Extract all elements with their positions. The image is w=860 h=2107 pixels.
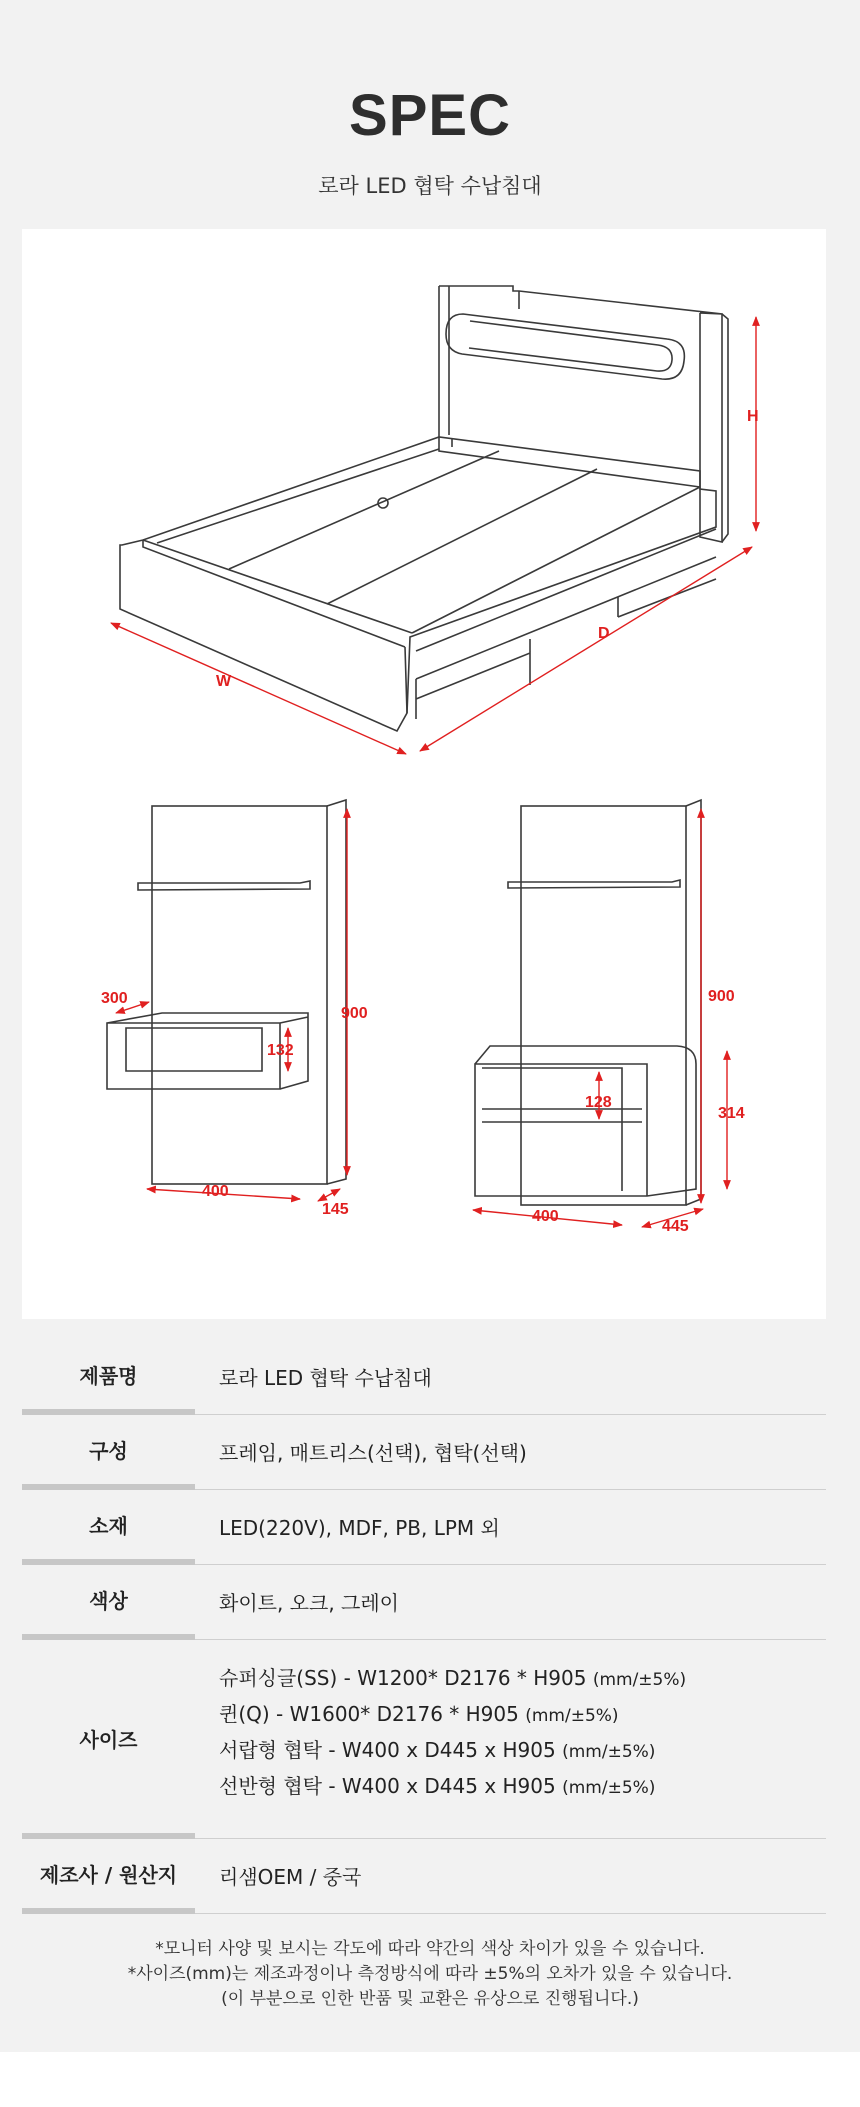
spec-label: 색상 [89, 1589, 128, 1613]
shelf-height-label: 900 [341, 1005, 368, 1022]
spec-row-maker [22, 1839, 826, 1914]
size-line-unit: (mm/±5%) [592, 1670, 687, 1690]
size-line [219, 1768, 686, 1804]
spec-row-color [22, 1565, 826, 1640]
size-line-unit: (mm/±5%) [562, 1778, 656, 1798]
size-line [219, 1696, 686, 1732]
disclaimer-notes [0, 1937, 860, 2012]
shelf-gap-label: 132 [267, 1042, 294, 1059]
spec-label: 제조사 / 원산지 [39, 1863, 178, 1887]
spec-row-composition [22, 1415, 826, 1490]
shelf-depth-label: 300 [101, 990, 128, 1007]
spec-value: 화이트, 오크, 그레이 [219, 1591, 399, 1615]
spec-table [22, 1340, 826, 1914]
product-subtitle: 로라 LED 협탁 수납침대 [318, 174, 542, 198]
bed-width-dimension [111, 623, 406, 754]
bed-drawing [111, 286, 756, 754]
note-line: (이 부분으로 인한 반품 및 교환은 유상으로 진행됩니다.) [221, 1989, 639, 2009]
size-line-unit: (mm/±5%) [562, 1742, 656, 1762]
drawer-gap-label: 128 [585, 1094, 612, 1111]
bed-drawers [416, 529, 716, 719]
bed-headboard [439, 286, 722, 542]
spec-label: 사이즈 [79, 1728, 138, 1752]
size-line-text: 슈퍼싱글(SS) - W1200* D2176 * H905 [219, 1666, 587, 1690]
drawer-depth-label: 445 [662, 1218, 689, 1235]
shelf-depth2-label: 145 [322, 1201, 349, 1218]
spec-label: 구성 [89, 1439, 128, 1463]
size-lines [219, 1660, 686, 1804]
size-line [219, 1732, 686, 1768]
nightstand-shelf [138, 881, 310, 890]
spec-value: 로라 LED 협탁 수납침대 [219, 1366, 432, 1390]
nightstand-drawer-shelf [508, 880, 680, 888]
spec-row-material [22, 1490, 826, 1565]
note-line: *사이즈(mm)는 제조과정이나 측정방식에 따라 ±5%의 오차가 있을 수 있습니다. [127, 1964, 733, 1984]
nightstand-drawer-box [475, 1046, 696, 1196]
size-line-unit: (mm/±5%) [525, 1706, 619, 1726]
size-line [219, 1660, 686, 1696]
spec-value: 리샘OEM / 중국 [219, 1865, 362, 1889]
bed-depth-label: D [598, 625, 610, 642]
spec-label: 소재 [89, 1514, 128, 1538]
footer-strip [0, 2052, 860, 2107]
shelf-depth2-dimension [318, 1189, 340, 1201]
spec-drawing-panel [22, 229, 826, 1319]
page-title: SPEC [349, 83, 511, 148]
bed-height-label: H [747, 408, 759, 425]
size-line-text: 서랍형 협탁 - W400 x D445 x H905 [219, 1738, 556, 1762]
spec-drawing [22, 229, 826, 1319]
size-line-text: 퀸(Q) - W1600* D2176 * H905 [219, 1702, 519, 1726]
drawer-top-label: 314 [718, 1105, 745, 1122]
nightstand-shelf-drawing [107, 800, 347, 1201]
bed-frame [120, 437, 716, 731]
spec-row-name [22, 1340, 826, 1415]
spec-value: LED(220V), MDF, PB, LPM 외 [219, 1516, 500, 1540]
spec-value: 프레임, 매트리스(선택), 협탁(선택) [219, 1441, 527, 1465]
nightstand-drawer-drawing [473, 800, 727, 1227]
bed-depth-dimension [420, 547, 752, 751]
bed-width-label: W [216, 673, 232, 690]
size-line-text: 선반형 협탁 - W400 x D445 x H905 [219, 1774, 556, 1798]
drawer-width-label: 400 [532, 1208, 559, 1225]
shelf-width-label: 400 [202, 1183, 229, 1200]
note-line: *모니터 사양 및 보시는 각도에 따라 약간의 색상 차이가 있을 수 있습니다. [155, 1939, 705, 1959]
drawer-height-label: 900 [708, 988, 735, 1005]
row-accent [22, 1908, 195, 1914]
spec-label: 제품명 [79, 1364, 138, 1388]
spec-row-size [22, 1640, 826, 1839]
